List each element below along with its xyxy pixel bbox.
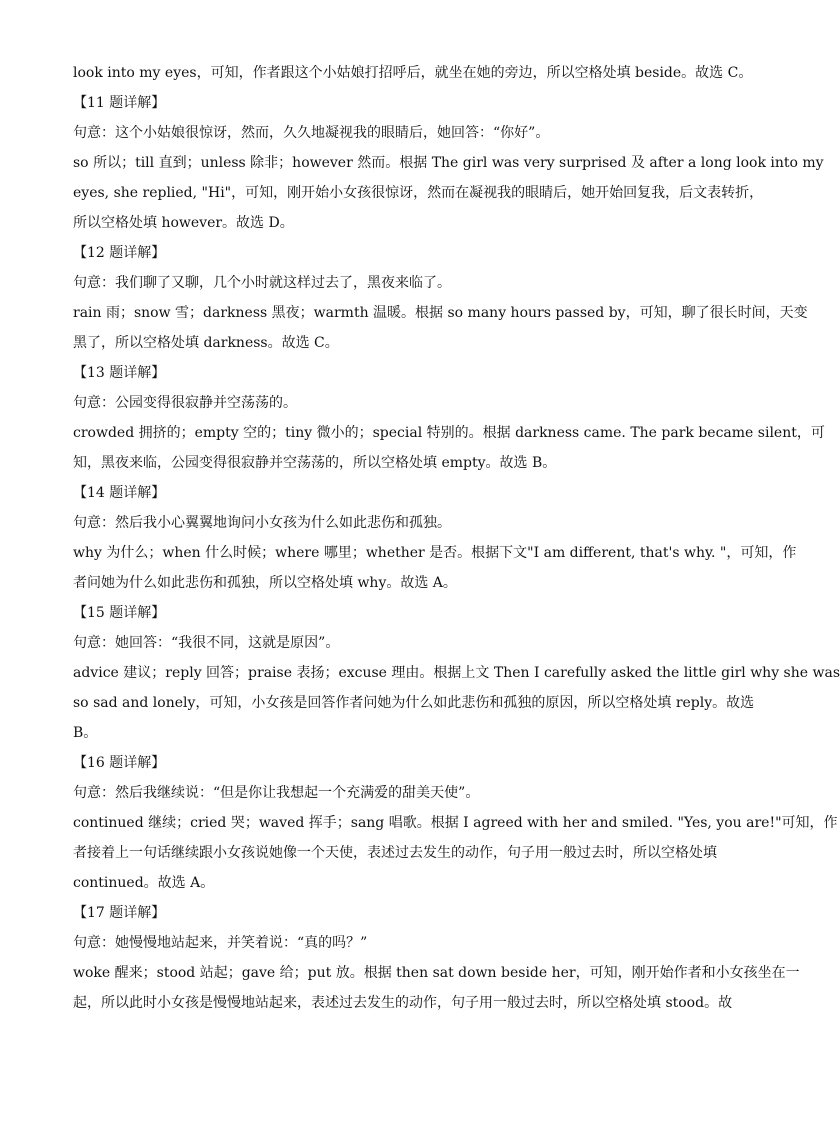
text-line: 句意：我们聊了又聊，几个小时就这样过去了，黑夜来临了。: [73, 275, 451, 291]
text-line: 所以空格处填 however。故选 D。: [73, 215, 294, 231]
text-line: eyes, she replied, "Hi"，可知，刚开始小女孩很惊讶，然而在凝视我的眼睛后，她开始回复我，后文表转折，: [73, 185, 764, 201]
text-line: continued。故选 A。: [73, 875, 215, 891]
section-heading-12: 【12 题详解】: [73, 245, 166, 261]
section-heading-11: 【11 题详解】: [73, 95, 166, 111]
text-line: 者接着上一句话继续跟小女孩说她像一个天使，表述过去发生的动作，句子用一般过去时，所以空格处填: [73, 845, 717, 861]
text-line: look into my eyes，可知，作者跟这个小姑娘打招呼后，就坐在她的旁边，所以空格处填 beside。故选 C。: [73, 65, 753, 81]
text-line: B。: [73, 725, 98, 741]
text-line: 句意：这个小姑娘很惊讶，然而，久久地凝视我的眼睛后，她回答：“你好”。: [73, 125, 550, 141]
section-heading-13: 【13 题详解】: [73, 365, 166, 381]
text-line: 句意：公园变得很寂静并空荡荡的。: [73, 395, 297, 411]
text-line: 黑了，所以空格处填 darkness。故选 C。: [73, 335, 339, 351]
text-line: 起，所以此时小女孩是慢慢地站起来，表述过去发生的动作，句子用一般过去时，所以空格处填 stood。故: [73, 995, 733, 1011]
text-line: 句意：她回答：“我很不同，这就是原因”。: [73, 635, 340, 651]
section-heading-17: 【17 题详解】: [73, 905, 166, 921]
text-line: rain 雨；snow 雪；darkness 黑夜；warmth 温暖。根据 so many hours passed by，可知，聊了很长时间，天变: [73, 305, 808, 321]
text-line: so 所以；till 直到；unless 除非；however 然而。根据 The girl was very surprised 及 after a long look into my: [73, 155, 824, 171]
text-line: woke 醒来；stood 站起；gave 给；put 放。根据 then sat down beside her，可知，刚开始作者和小女孩坐在一: [73, 965, 800, 981]
text-line: why 为什么；when 什么时候；where 哪里；whether 是否。根据下文"I am different, that's why. "，可知，作: [73, 545, 797, 561]
text-line: 句意：她慢慢地站起来，并笑着说：“真的吗？”: [73, 935, 368, 951]
text-line: 句意：然后我继续说：“但是你让我想起一个充满爱的甜美天使”。: [73, 785, 480, 801]
section-heading-15: 【15 题详解】: [73, 605, 166, 621]
text-line: 句意：然后我小心翼翼地询问小女孩为什么如此悲伤和孤独。: [73, 515, 451, 531]
text-line: 知，黑夜来临，公园变得很寂静并空荡荡的，所以空格处填 empty。故选 B。: [73, 455, 557, 471]
document-body: [73, 58, 840, 1018]
text-line: so sad and lonely，可知，小女孩是回答作者问她为什么如此悲伤和孤独的原因，所以空格处填 reply。故选: [73, 695, 755, 711]
section-heading-14: 【14 题详解】: [73, 485, 166, 501]
text-line: 者问她为什么如此悲伤和孤独，所以空格处填 why。故选 A。: [73, 575, 457, 591]
text-line: continued 继续；cried 哭；waved 挥手；sang 唱歌。根据 I agreed with her and smiled. "Yes, you are!"可知，作: [73, 815, 838, 831]
text-line: crowded 拥挤的；empty 空的；tiny 微小的；special 特别的。根据 darkness came. The park became silent，可: [73, 425, 825, 441]
section-heading-16: 【16 题详解】: [73, 755, 166, 771]
text-line: advice 建议；reply 回答；praise 表扬；excuse 理由。根据上文 Then I carefully asked the little girl why she was: [73, 665, 840, 681]
